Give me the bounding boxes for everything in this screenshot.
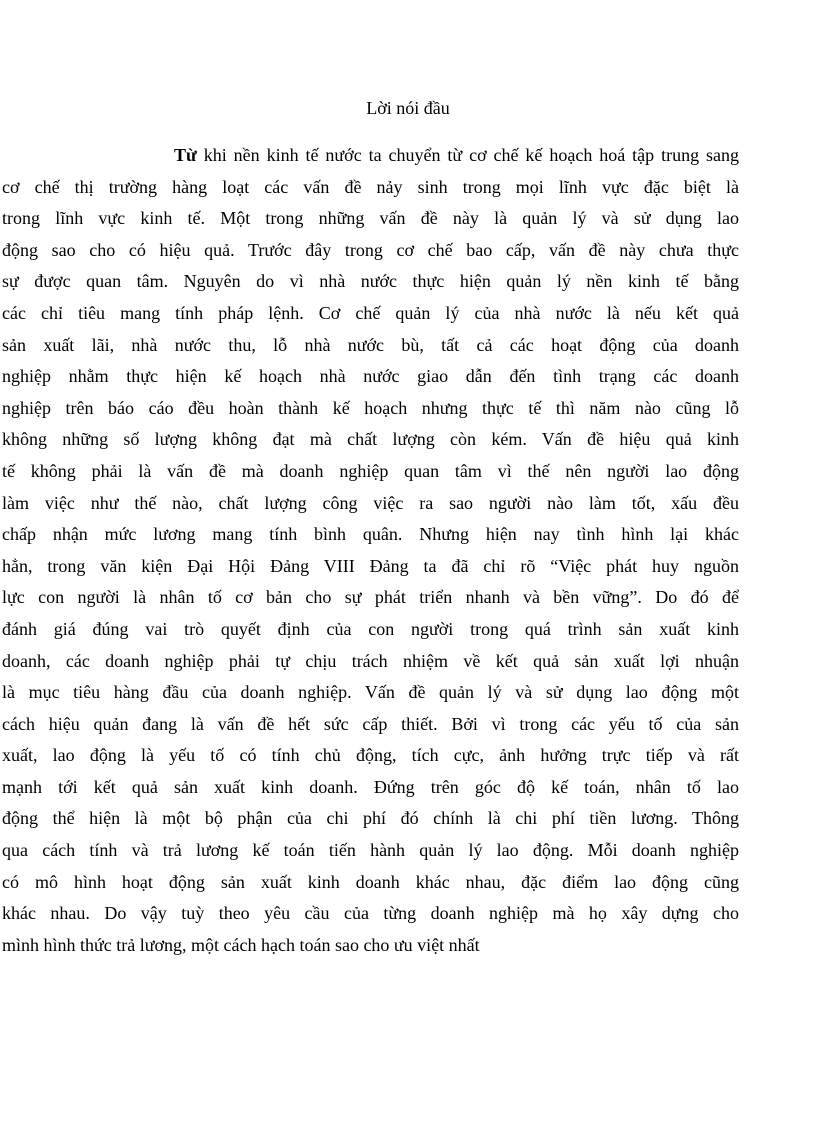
- paragraph-line: lực con người là nhân tố cơ bản cho sự phát triển nhanh và bền vững”. Do đó để: [2, 587, 739, 608]
- page-title: Lời nói đầu: [366, 98, 450, 118]
- paragraph-line: sản xuất lãi, nhà nước thu, lỗ nhà nước bù, tất cả các hoạt động của doanh: [2, 334, 739, 355]
- paragraph-line: trong lĩnh vực kinh tế. Một trong những vấn đề này là quản lý và sử dụng lao: [2, 208, 739, 229]
- paragraph-line: [174, 140, 739, 172]
- paragraph-line: là mục tiêu hàng đầu của doanh nghiệp. Vấn đề quản lý và sử dụng lao động một: [2, 682, 739, 703]
- paragraph-line: sự được quan tâm. Nguyên do vì nhà nước thực hiện quản lý nền kinh tế bằng: [2, 271, 739, 292]
- paragraph-line: cơ chế thị trường hàng loạt các vấn đề nảy sinh trong mọi lĩnh vực đặc biệt là: [2, 176, 739, 197]
- paragraph-line: nghiệp trên báo cáo đều hoàn thành kế hoạch nhưng thực tế thì năm nào cũng lỗ: [2, 397, 739, 418]
- paragraph-line: không những số lượng không đạt mà chất lượng còn kém. Vấn đề hiệu quả kinh: [2, 429, 739, 450]
- paragraph-line: có mô hình hoạt động sản xuất kinh doanh khác nhau, đặc điểm lao động cũng: [2, 871, 739, 892]
- paragraph-line: cách hiệu quản đang là vấn đề hết sức cấp thiết. Bởi vì trong các yếu tố của sản: [2, 713, 739, 734]
- paragraph-line: làm việc như thế nào, chất lượng công việc ra sao người nào làm tốt, xấu đều: [2, 492, 739, 513]
- paragraph-line: động thể hiện là một bộ phận của chi phí đó chính là chi phí tiền lương. Thông: [2, 808, 739, 829]
- paragraph-line: qua cách tính và trả lương kế toán tiến hành quản lý lao động. Mỗi doanh nghiệp: [2, 840, 739, 861]
- paragraph-line: đánh giá đúng vai trò quyết định của con người trong quá trình sản xuất kinh: [2, 618, 739, 639]
- paragraph-line: chấp nhận mức lương mang tính bình quân. Nhưng hiện nay tình hình lại khác: [2, 524, 739, 545]
- paragraph-line: tế không phải là vấn đề mà doanh nghiệp quan tâm vì thế nên người lao động: [2, 460, 739, 481]
- paragraph-line: khác nhau. Do vậy tuỳ theo yêu cầu của từng doanh nghiệp mà họ xây dựng cho: [2, 903, 739, 924]
- paragraph-line: nghiệp nhằm thực hiện kế hoạch nhà nước giao dẫn đến tình trạng các doanh: [2, 366, 739, 387]
- paragraph-line: xuất, lao động là yếu tố có tính chủ động, tích cực, ảnh hưởng trực tiếp và rất: [2, 745, 739, 766]
- paragraph-line-text: khi nền kinh tế nước ta chuyển từ cơ chế kế hoạch hoá tập trung sang: [196, 145, 739, 165]
- paragraph-line: các chỉ tiêu mang tính pháp lệnh. Cơ chế quản lý của nhà nước là nếu kết quả: [2, 302, 739, 323]
- paragraph-lead-word: Từ: [174, 145, 197, 165]
- paragraph-line: hẳn, trong văn kiện Đại Hội Đảng VIII Đảng ta đã chỉ rõ “Việc phát huy nguồn: [2, 555, 739, 576]
- paragraph-line: mình hình thức trả lương, một cách hạch toán sao cho ưu việt nhất: [2, 934, 480, 955]
- paragraph-line: động sao cho có hiệu quả. Trước đây trong cơ chế bao cấp, vấn đề này chưa thực: [2, 239, 739, 260]
- paragraph-line: doanh, các doanh nghiệp phải tự chịu trách nhiệm về kết quả sản xuất lợi nhuận: [2, 650, 739, 671]
- body-paragraph: [2, 140, 739, 961]
- paragraph-line: mạnh tới kết quả sản xuất kinh doanh. Đứng trên góc độ kế toán, nhân tố lao: [2, 776, 739, 797]
